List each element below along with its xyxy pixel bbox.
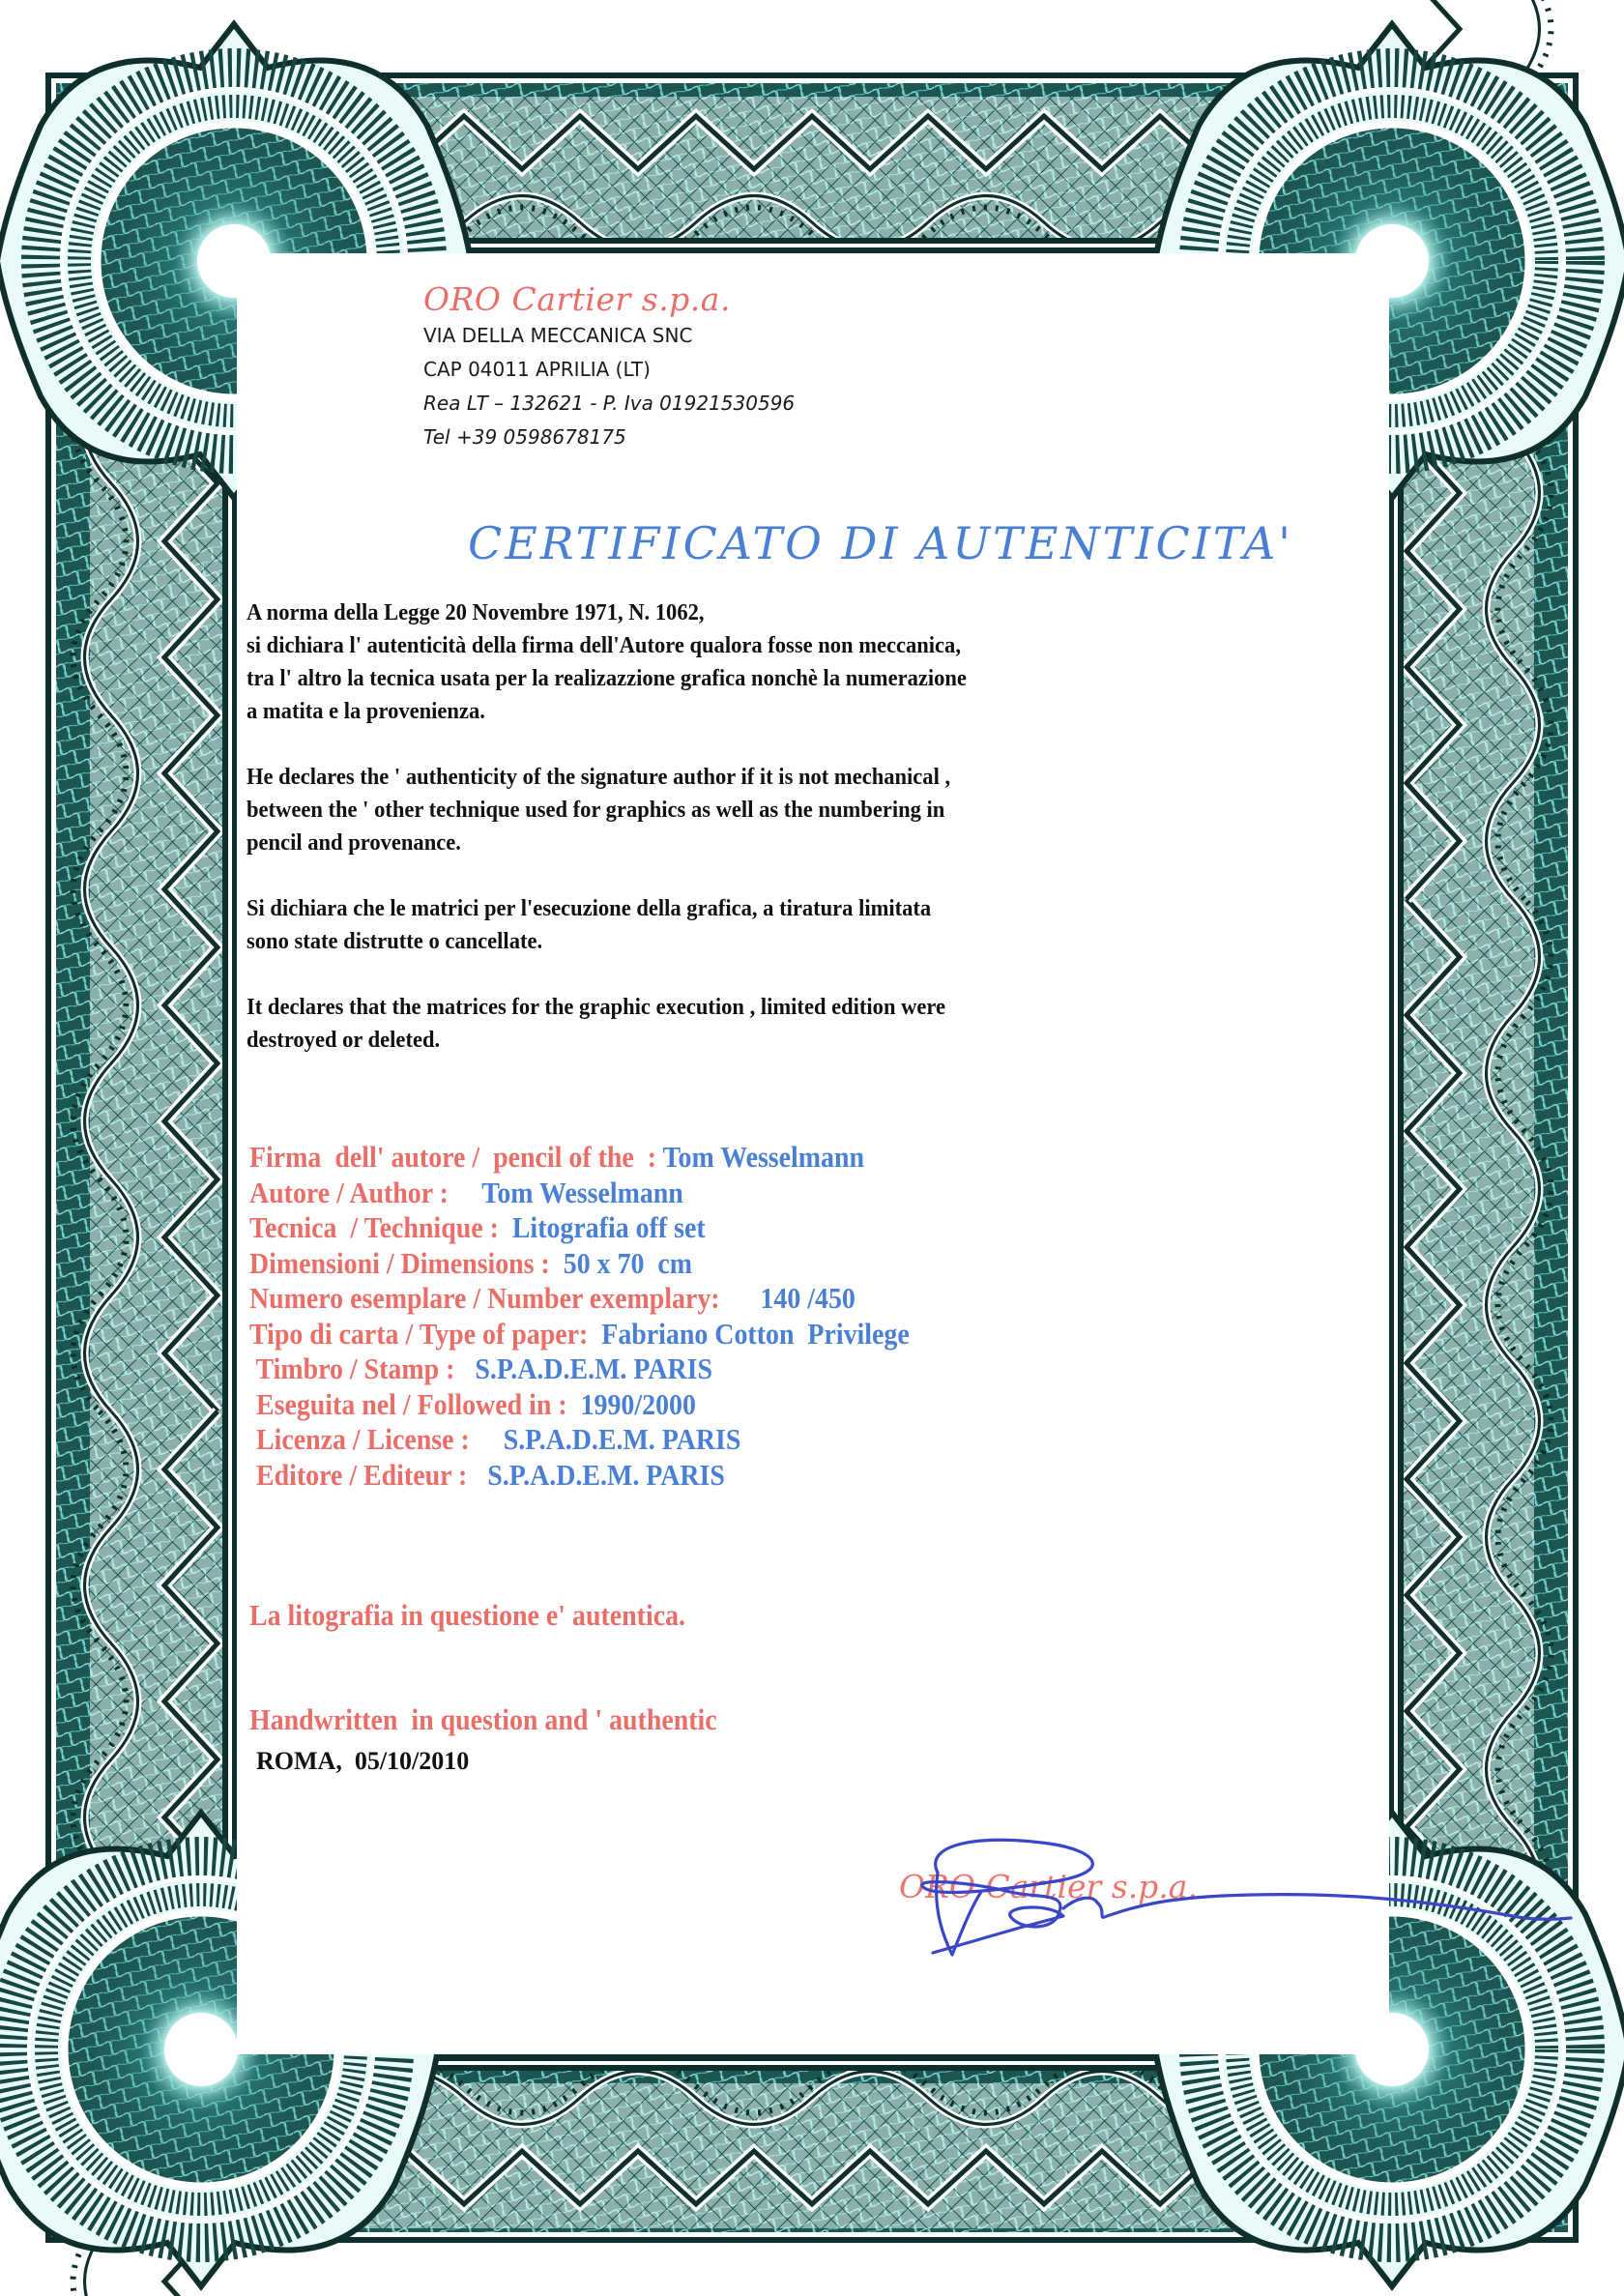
detail-row <box>249 1281 910 1317</box>
declaration-line: a matita e la provenienza. <box>246 698 485 724</box>
company-address-line1: VIA DELLA MECCANICA SNC <box>423 324 693 347</box>
detail-value: 140 /450 <box>760 1281 856 1315</box>
detail-label: Numero esemplare / Number exemplary: <box>249 1281 761 1315</box>
detail-label: Editore / Editeur : <box>249 1457 488 1492</box>
detail-row <box>249 1387 910 1423</box>
detail-label: Tipo di carta / Type of paper: <box>249 1316 602 1351</box>
detail-label: Licenza / License : <box>249 1422 504 1456</box>
declaration-paragraph <box>246 596 1278 728</box>
declaration-line: destroyed or deleted. <box>246 1027 441 1053</box>
detail-value: Litografia off set <box>511 1210 706 1244</box>
artwork-details <box>249 1140 910 1493</box>
declaration-line: sono state distrutte o cancellate. <box>246 928 543 954</box>
detail-label: Timbro / Stamp : <box>249 1351 476 1385</box>
detail-row <box>249 1422 910 1458</box>
handwritten-signature-icon <box>817 1839 1571 1955</box>
detail-value: 1990/2000 <box>580 1386 696 1421</box>
signature-company-stamp: ORO Cartier s.p.a. <box>899 1868 1198 1905</box>
declaration-line: tra l' altro la tecnica usata per la realizazzione grafica nonchè la numerazione <box>246 665 967 691</box>
declaration-line: A norma della Legge 20 Novembre 1971, N. 1062, <box>246 599 705 625</box>
declaration-paragraph <box>246 991 1278 1057</box>
company-phone: Tel +39 0598678175 <box>423 425 626 449</box>
detail-row <box>249 1140 910 1176</box>
closing-line-italian: La litografia in questione e' autentica. <box>249 1598 686 1632</box>
declaration-line: pencil and provenance. <box>246 829 461 856</box>
certificate-panel <box>237 253 1389 2054</box>
certificate-title: CERTIFICATO DI AUTENTICITA' <box>468 517 1293 569</box>
detail-value: S.P.A.D.E.M. PARIS <box>487 1457 725 1492</box>
declaration-paragraph <box>246 892 1278 958</box>
declaration-line: between the ' other technique used for graphics as well as the numbering in <box>246 797 945 823</box>
detail-value: Tom Wesselmann <box>662 1140 865 1174</box>
detail-label: Firma dell' autore / pencil of the : <box>249 1140 663 1174</box>
detail-row <box>249 1246 910 1282</box>
closing-line-english: Handwritten in question and ' authentic <box>249 1702 717 1736</box>
declaration-paragraph <box>246 761 1278 859</box>
declaration-line: si dichiara l' autenticità della firma dell'Autore qualora fosse non meccanica, <box>246 632 961 658</box>
declaration-line: He declares the ' authenticity of the signature author if it is not mechanical , <box>246 764 951 790</box>
company-registration: Rea LT – 132621 - P. Iva 01921530596 <box>423 392 796 415</box>
detail-value: S.P.A.D.E.M. PARIS <box>503 1422 741 1456</box>
detail-value: 50 x 70 cm <box>563 1245 693 1280</box>
detail-row <box>249 1176 910 1211</box>
company-header <box>423 280 795 454</box>
declaration-line: It declares that the matrices for the graphic execution , limited edition were <box>246 994 946 1020</box>
detail-value: Fabriano Cotton Privilege <box>601 1316 910 1351</box>
detail-label: Eseguita nel / Followed in : <box>249 1386 581 1421</box>
company-address-line2: CAP 04011 APRILIA (LT) <box>423 358 651 381</box>
detail-row <box>249 1317 910 1352</box>
declaration-line: Si dichiara che le matrici per l'esecuzione della grafica, a tiratura limitata <box>246 895 932 921</box>
company-name: ORO Cartier s.p.a. <box>423 280 731 318</box>
detail-value: Tom Wesselmann <box>481 1175 683 1209</box>
detail-row <box>249 1210 910 1246</box>
detail-value: S.P.A.D.E.M. PARIS <box>475 1351 713 1385</box>
declaration-text <box>246 596 1278 1090</box>
detail-row <box>249 1458 910 1494</box>
detail-label: Dimensioni / Dimensions : <box>249 1245 564 1280</box>
place-date: ROMA, 05/10/2010 <box>256 1747 470 1775</box>
detail-label: Autore / Author : <box>249 1175 482 1209</box>
detail-label: Tecnica / Technique : <box>249 1210 512 1244</box>
detail-row <box>249 1351 910 1387</box>
